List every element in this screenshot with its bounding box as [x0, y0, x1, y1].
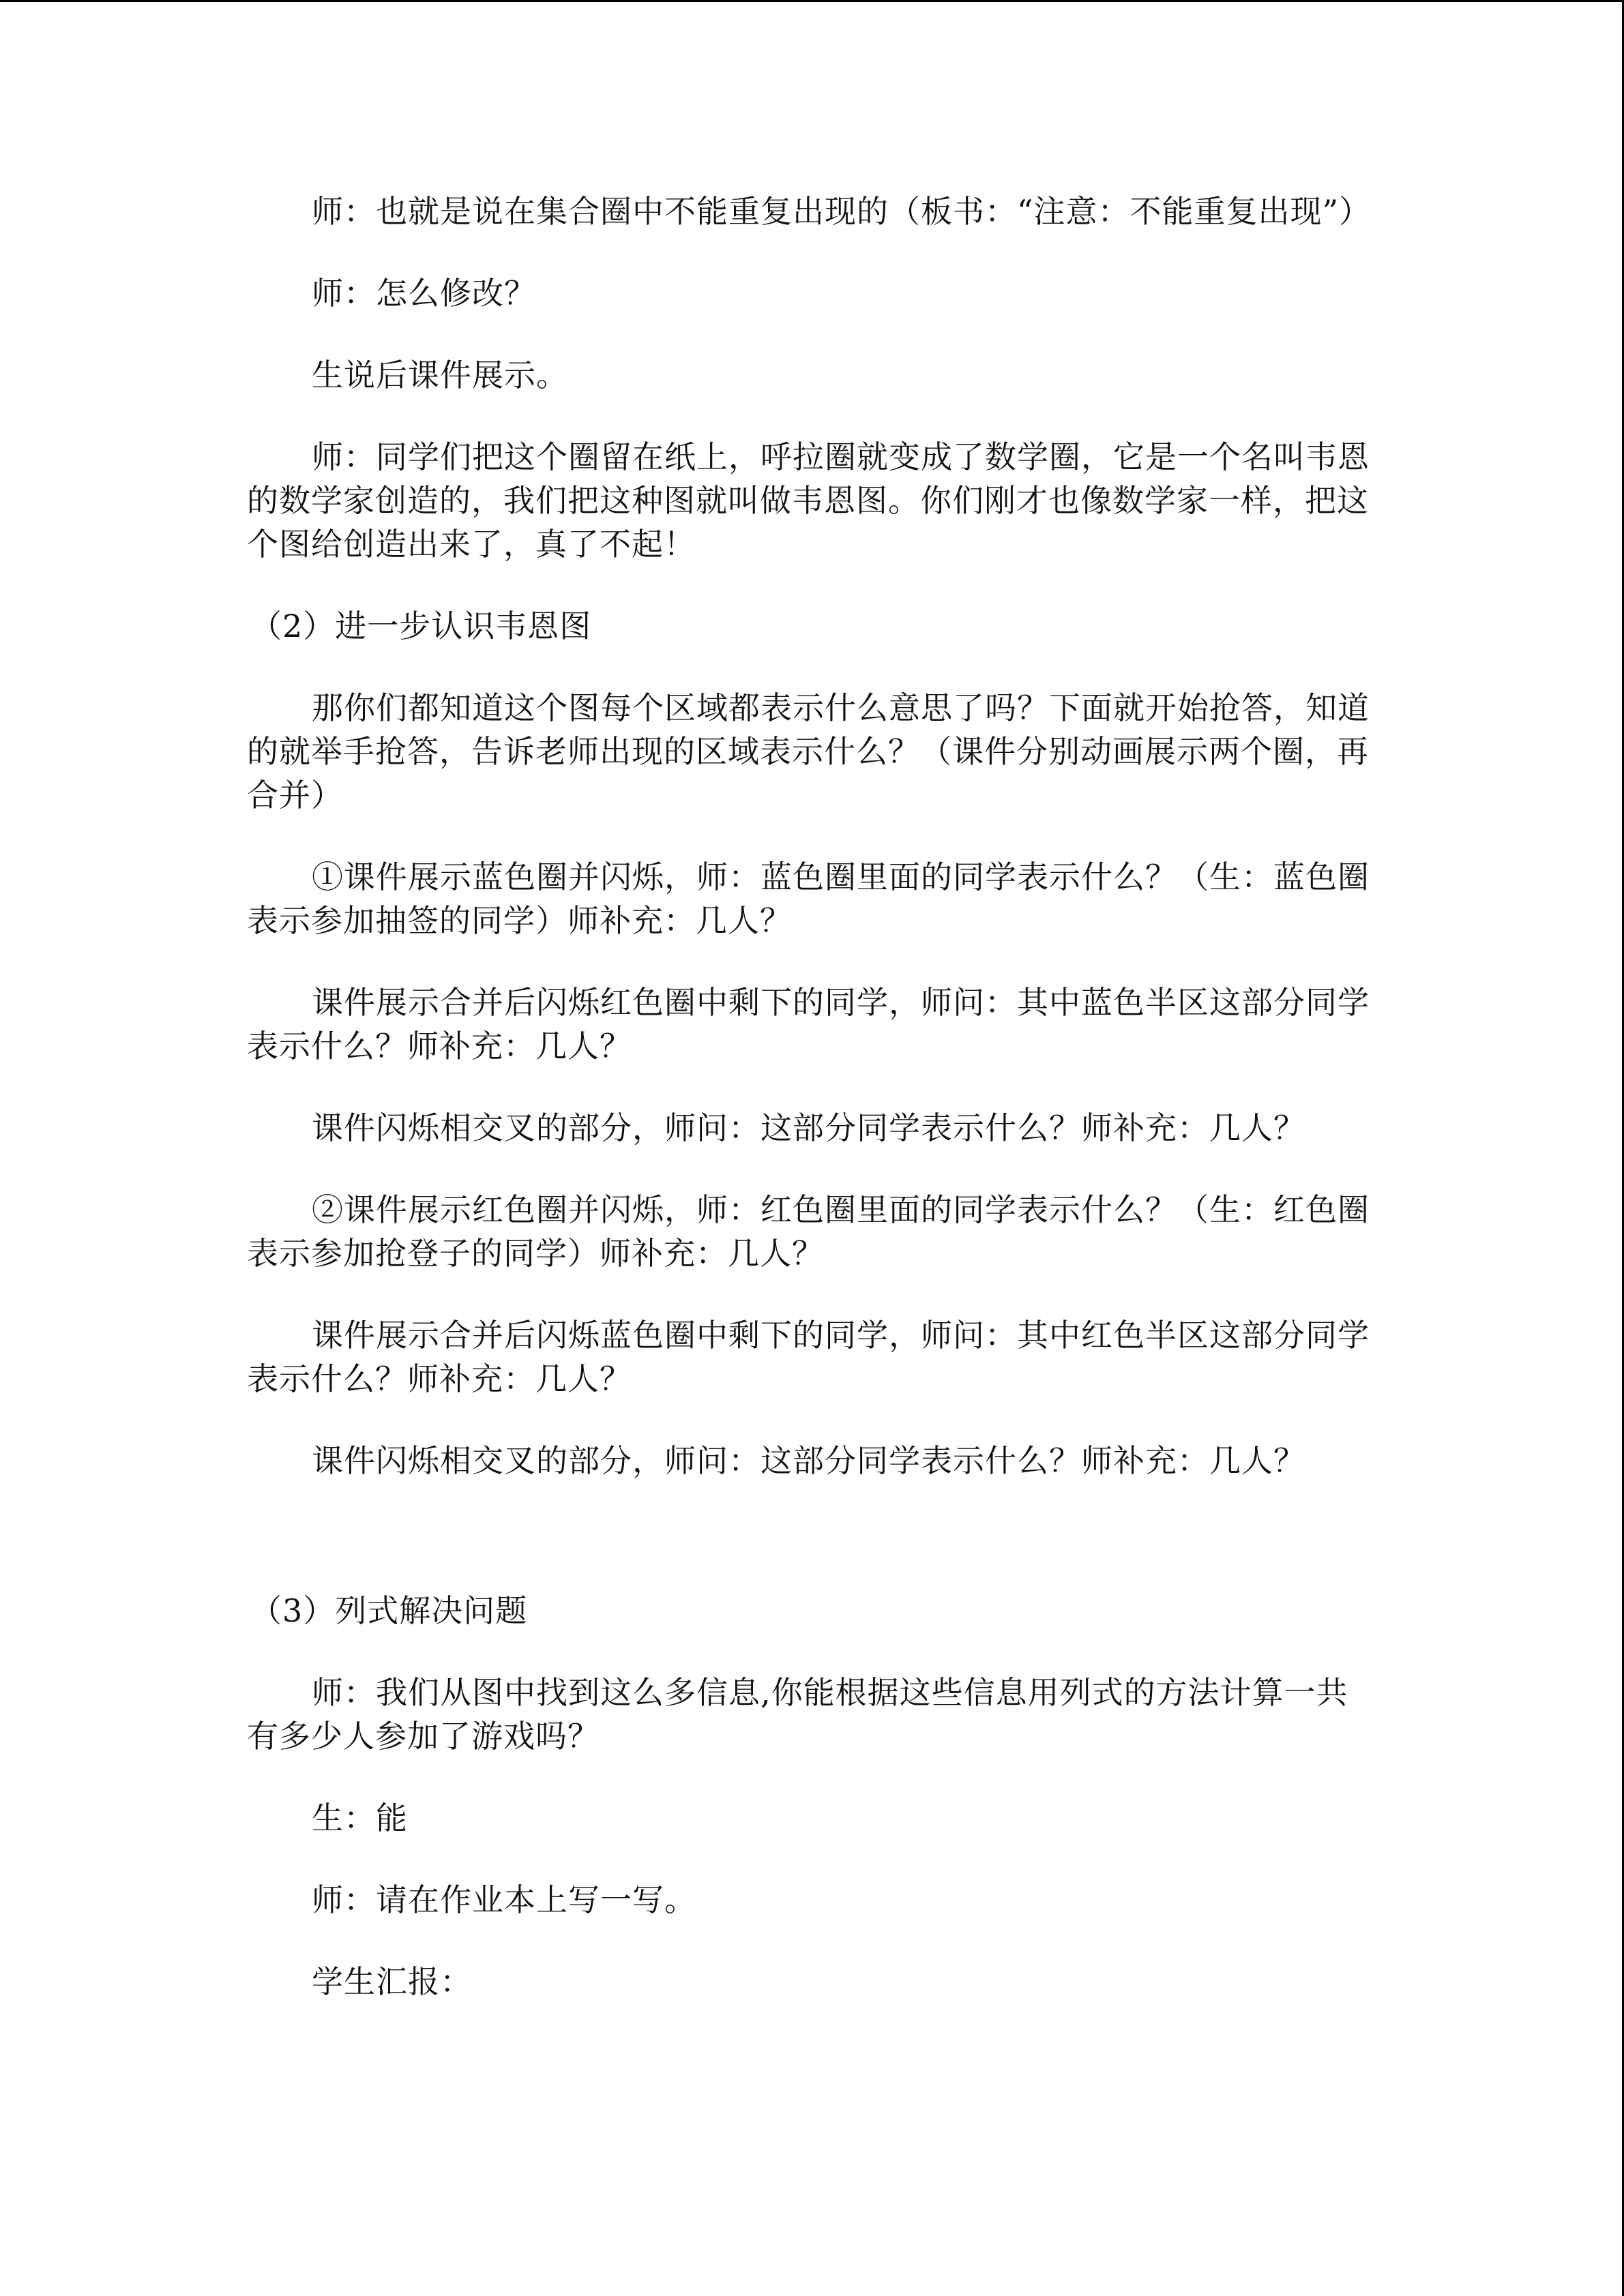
- paragraph-blue-remaining: 课件展示合并后闪烁蓝色圈中剩下的同学，师问：其中红色半区这部分同学表示什么？师补充：几人？: [247, 1317, 1370, 1397]
- paragraph-red-remaining: 课件展示合并后闪烁红色圈中剩下的同学，师问：其中蓝色半区这部分同学表示什么？师补充：几人？: [247, 984, 1370, 1064]
- section-heading-2: （2）进一步认识韦恩图: [250, 608, 592, 644]
- document-body: [247, 190, 1379, 2042]
- paragraph-region-meaning: 那你们都知道这个图每个区域都表示什么意思了吗？下面就开始抢答，知道的就举手抢答，告诉老师出现的区域表示什么？（课件分别动画展示两个圈，再合并）: [247, 689, 1370, 814]
- paragraph-teacher-how-to-fix: 师：怎么修改？: [312, 275, 536, 312]
- paragraph-student-report: 学生汇报：: [312, 1963, 472, 2000]
- paragraph-teacher-no-repeat: 师：也就是说在集合圈中不能重复出现的（板书：“注意：不能重复出现”）: [312, 193, 1372, 230]
- section-heading-3: （3）列式解决问题: [250, 1592, 528, 1629]
- paragraph-write-homework: 师：请在作业本上写一写。: [312, 1881, 696, 1918]
- paragraph-venn-introduction: 师：同学们把这个圈留在纸上，呼拉圈就变成了数学圈，它是一个名叫韦恩的数学家创造的，我们把这种图就叫做韦恩图。你们刚才也像数学家一样，把这个图给创造出来了，真了不起！: [247, 438, 1370, 563]
- paragraph-student-answer-show: 生说后课件展示。: [312, 357, 568, 393]
- paragraph-calculation-question: 师：我们从图中找到这么多信息,你能根据这些信息用列式的方法计算一共有多少人参加了游戏吗？: [247, 1674, 1348, 1755]
- section-gap: [247, 1521, 1379, 1589]
- paragraph-student-yes: 生：能: [312, 1800, 408, 1836]
- paragraph-intersection-1: 课件闪烁相交叉的部分，师问：这部分同学表示什么？师补充：几人？: [312, 1109, 1305, 1146]
- paragraph-red-circle: ②课件展示红色圈并闪烁，师：红色圈里面的同学表示什么？（生：红色圈表示参加抢登子的同学）师补充：几人？: [247, 1191, 1370, 1272]
- paragraph-blue-circle: ①课件展示蓝色圈并闪烁，师：蓝色圈里面的同学表示什么？（生：蓝色圈表示参加抽签的同学）师补充：几人？: [247, 859, 1370, 939]
- paragraph-intersection-2: 课件闪烁相交叉的部分，师问：这部分同学表示什么？师补充：几人？: [312, 1442, 1305, 1479]
